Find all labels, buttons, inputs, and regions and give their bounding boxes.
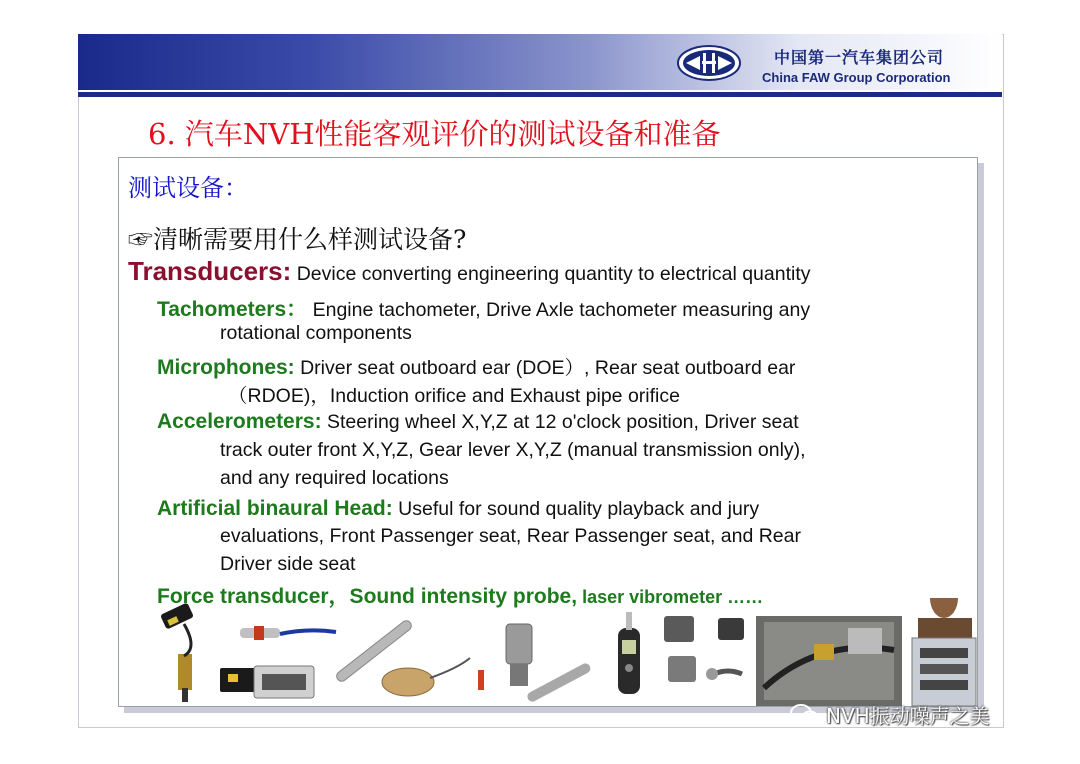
microphones-text: Driver seat outboard ear (DOE）, Rear seat outboard ear	[294, 357, 796, 379]
other-transducers-tail: laser vibrometer ……	[577, 587, 764, 607]
slide-title: 6. 汽车NVH性能客观评价的测试设备和准备	[148, 117, 721, 151]
company-name-cn: 中国第一汽车集团公司	[774, 48, 945, 67]
binaural-head-label: Artificial binaural Head:	[157, 497, 393, 520]
accelerometer-cubes-icon	[664, 616, 744, 682]
transducers-desc: Device converting engineering quantity to electrical quantity	[291, 263, 811, 285]
tachometers-label: Tachometers：	[157, 298, 308, 321]
binaural-head-text-3: Driver side seat	[220, 553, 356, 575]
tachometer-sensor-icon	[160, 602, 194, 702]
question-line: ☞清晰需要用什么样测试设备?	[128, 225, 467, 254]
tachometers-text-2: rotational components	[220, 322, 412, 344]
accelerometers-line	[157, 410, 799, 434]
accelerometers-text-2: track outer front X,Y,Z, Gear lever X,Y,Z (manual transmission only),	[220, 439, 806, 461]
tachometers-text: Engine tachometer, Drive Axle tachometer measuring any	[307, 299, 811, 321]
optical-probe-icon	[220, 626, 336, 698]
binaural-head-line	[157, 497, 759, 521]
microphones-text-2: （RDOE)，Induction orifice and Exhaust pipe orifice	[228, 385, 680, 407]
tachometers-line	[157, 293, 810, 323]
section-heading: 测试设备：	[128, 174, 248, 202]
binaural-head-text: Useful for sound quality playback and jury	[392, 498, 760, 520]
equipment-images	[158, 598, 978, 708]
microphones-line	[157, 352, 795, 380]
binaural-head-icon	[912, 598, 976, 706]
watermark-text: NVH振动噪声之美	[826, 704, 990, 728]
microphones-label: Microphones:	[157, 356, 295, 379]
binaural-head-text-2: evaluations, Front Passenger seat, Rear Passenger seat, and Rear	[220, 525, 801, 547]
header-divider	[78, 92, 1002, 97]
sound-level-meter-icon	[618, 612, 640, 694]
transducers-line	[128, 256, 811, 287]
measurement-microphone-icon	[506, 624, 592, 703]
accelerometers-text-3: and any required locations	[220, 467, 449, 489]
transducers-label: Transducers:	[128, 256, 292, 286]
vehicle-sensor-photo-icon	[756, 616, 902, 706]
wechat-icon	[790, 703, 820, 727]
force-sensor-disc-icon	[382, 658, 484, 696]
accelerometers-label: Accelerometers:	[157, 410, 322, 433]
accelerometers-text: Steering wheel X,Y,Z at 12 o'clock position, Driver seat	[321, 411, 799, 433]
company-name-en: China FAW Group Corporation	[762, 70, 951, 85]
other-transducers-main: Force transducer，Sound intensity probe,	[157, 585, 578, 608]
faw-logo-icon	[676, 44, 742, 82]
